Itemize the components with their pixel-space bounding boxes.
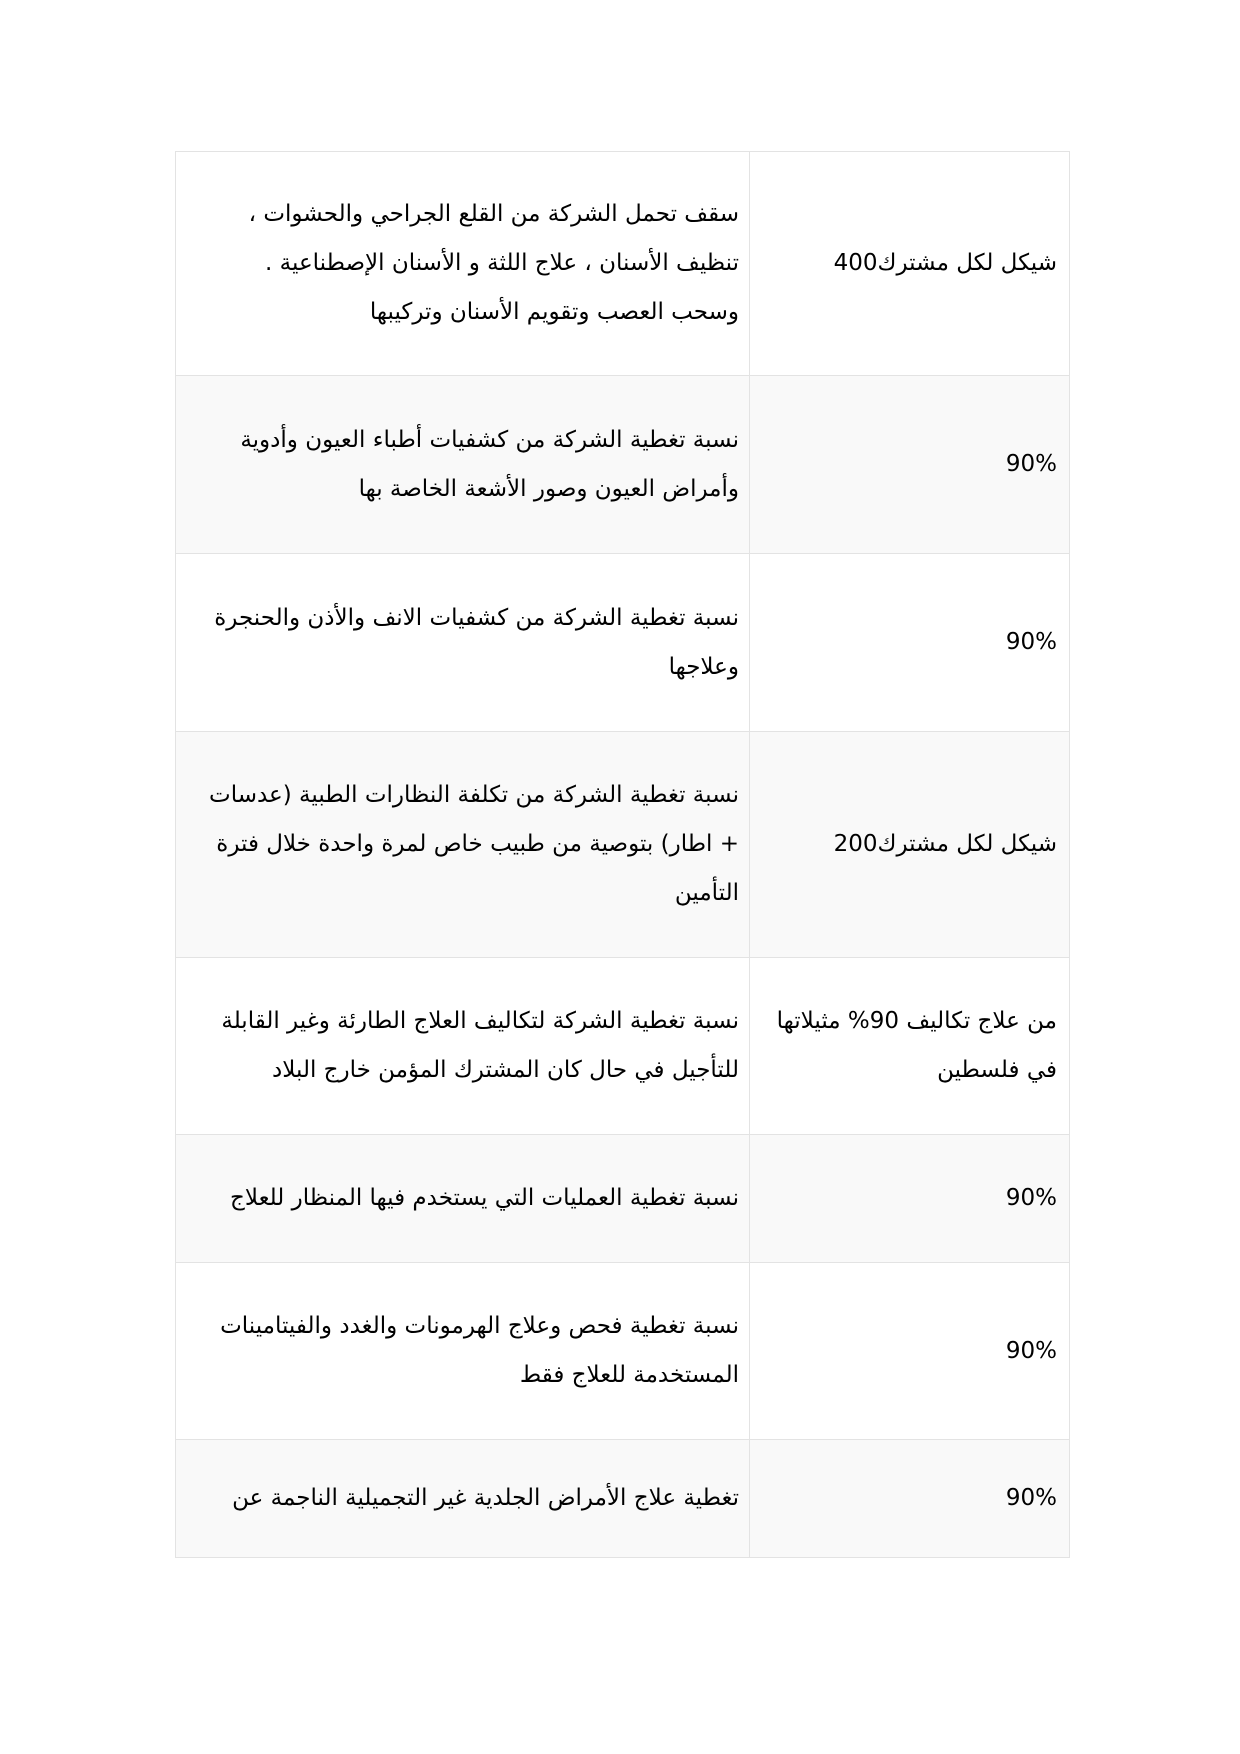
description-cell: [176, 958, 750, 1135]
row-description: سقف تحمل الشركة من القلع الجراحي والحشوات ، تنظيف الأسنان ، علاج اللثة و الأسنان الإصطناعية . وسحب العصب وتقويم الأسنان وتركيبها: [248, 201, 739, 325]
description-cell: [176, 732, 750, 958]
row-value: 90%: [1005, 1185, 1057, 1211]
description-cell: [176, 554, 750, 732]
description-cell: [176, 1135, 750, 1263]
table-row: [176, 1263, 1070, 1440]
table-row: [176, 1135, 1070, 1263]
row-description: نسبة تغطية العمليات التي يستخدم فيها المنظار للعلاج: [230, 1185, 739, 1211]
row-value: 90%: [1005, 451, 1057, 477]
row-value: شيكل لكل مشترك400: [833, 250, 1057, 276]
row-description: نسبة تغطية الشركة من تكلفة النظارات الطبية (عدسات + اطار) بتوصية من طبيب خاص لمرة واحدة خلال فترة التأمين: [209, 782, 739, 906]
description-cell: [176, 1440, 750, 1558]
value-cell: [750, 1135, 1070, 1263]
value-cell: [750, 376, 1070, 554]
table-row: [176, 152, 1070, 376]
table-row: [176, 958, 1070, 1135]
row-value: 90%: [1005, 629, 1057, 655]
value-cell: [750, 554, 1070, 732]
row-description: نسبة تغطية الشركة من كشفيات الانف والأذن والحنجرة وعلاجها: [214, 604, 739, 680]
value-cell: [750, 1440, 1070, 1558]
description-cell: [176, 376, 750, 554]
description-cell: [176, 152, 750, 376]
table-row: [176, 554, 1070, 732]
row-value: 90%: [1005, 1337, 1057, 1364]
row-description: نسبة تغطية الشركة من كشفيات أطباء العيون وأدوية وأمراض العيون وصور الأشعة الخاصة بها: [240, 426, 739, 502]
table-row: [176, 376, 1070, 554]
row-value: 90%: [1005, 1485, 1057, 1511]
row-description: تغطية علاج الأمراض الجلدية غير التجميلية الناجمة عن: [232, 1485, 739, 1511]
value-cell: [750, 1263, 1070, 1440]
table-row: [176, 1440, 1070, 1558]
table-row: [176, 732, 1070, 958]
value-cell: [750, 732, 1070, 958]
row-value: من علاج تكاليف 90% مثيلاتها في فلسطين: [776, 1008, 1057, 1083]
row-description: نسبة تغطية فحص وعلاج الهرمونات والغدد والفيتامينات المستخدمة للعلاج فقط: [220, 1313, 739, 1388]
row-description: نسبة تغطية الشركة لتكاليف العلاج الطارئة وغير القابلة للتأجيل في حال كان المشترك المؤمن خارج البلاد: [221, 1008, 739, 1083]
row-value: شيكل لكل مشترك200: [833, 831, 1057, 857]
value-cell: [750, 152, 1070, 376]
description-cell: [176, 1263, 750, 1440]
value-cell: [750, 958, 1070, 1135]
coverage-table: [175, 151, 1070, 1558]
